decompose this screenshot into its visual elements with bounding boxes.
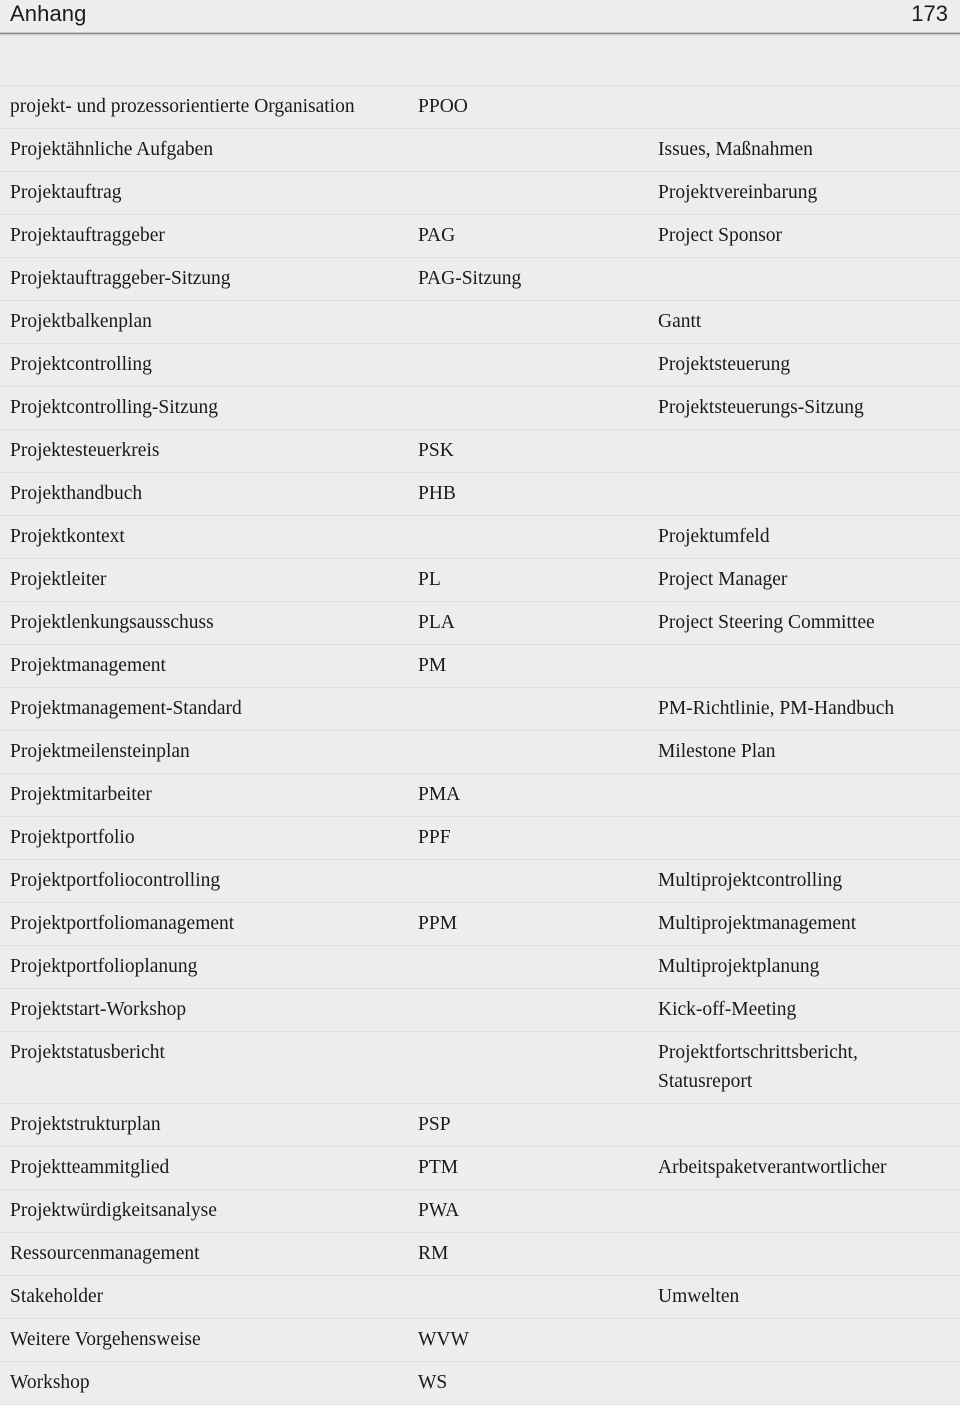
glossary-synonym: Projektumfeld <box>648 516 960 559</box>
glossary-abbreviation <box>408 731 648 774</box>
glossary-synonym <box>648 1362 960 1405</box>
glossary-term: Projektcontrolling <box>0 344 408 387</box>
glossary-synonym <box>648 36 960 86</box>
table-row <box>0 1104 960 1147</box>
glossary-term: Projektauftraggeber-Sitzung <box>0 258 408 301</box>
glossary-synonym: Project Manager <box>648 559 960 602</box>
glossary-synonym: Projektsteuerung <box>648 344 960 387</box>
table-row <box>0 387 960 430</box>
glossary-synonym: Arbeitspaketverantwortlicher <box>648 1147 960 1190</box>
glossary-synonym <box>648 645 960 688</box>
page-number: 173 <box>911 1 948 26</box>
table-row <box>0 430 960 473</box>
glossary-synonym: Issues, Maßnahmen <box>648 129 960 172</box>
glossary-synonym: Milestone Plan <box>648 731 960 774</box>
table-row <box>0 473 960 516</box>
glossary-abbreviation: PL <box>408 559 648 602</box>
glossary-synonym: Projektvereinbarung <box>648 172 960 215</box>
glossary-synonym <box>648 1233 960 1276</box>
table-row <box>0 301 960 344</box>
glossary-synonym <box>648 430 960 473</box>
table-row <box>0 215 960 258</box>
glossary-term: Projektportfoliocontrolling <box>0 860 408 903</box>
glossary-abbreviation: PPM <box>408 903 648 946</box>
glossary-term: Projektstart-Workshop <box>0 989 408 1032</box>
glossary-term: Projektmanagement <box>0 645 408 688</box>
running-header <box>0 0 960 32</box>
glossary-synonym <box>648 1104 960 1147</box>
table-row <box>0 903 960 946</box>
glossary-abbreviation <box>408 688 648 731</box>
table-row <box>0 86 960 129</box>
table-row <box>0 946 960 989</box>
glossary-synonym: PM-Richtlinie, PM-Handbuch <box>648 688 960 731</box>
glossary-abbreviation: PWA <box>408 1190 648 1233</box>
glossary-synonym <box>648 1190 960 1233</box>
glossary-abbreviation: PSP <box>408 1104 648 1147</box>
table-row <box>0 1233 960 1276</box>
glossary-term: Projektportfolio <box>0 817 408 860</box>
table-row <box>0 1362 960 1405</box>
glossary-synonym: Project Steering Committee <box>648 602 960 645</box>
glossary-abbreviation <box>408 516 648 559</box>
table-row <box>0 1319 960 1362</box>
glossary-term: Projektähnliche Aufgaben <box>0 129 408 172</box>
glossary-abbreviation <box>408 860 648 903</box>
glossary-term: Stakeholder <box>0 1276 408 1319</box>
glossary-abbreviation: PTM <box>408 1147 648 1190</box>
glossary-term: Projektteammitglied <box>0 1147 408 1190</box>
glossary-term: Projektstrukturplan <box>0 1104 408 1147</box>
table-row <box>0 516 960 559</box>
glossary-term: Ressourcenmanagement <box>0 1233 408 1276</box>
glossary-abbreviation: PAG-Sitzung <box>408 258 648 301</box>
glossary-term: Projektmitarbeiter <box>0 774 408 817</box>
glossary-abbreviation <box>408 989 648 1032</box>
glossary-synonym: Multiprojektmanagement <box>648 903 960 946</box>
glossary-term: Projektleiter <box>0 559 408 602</box>
table-row <box>0 1032 960 1104</box>
glossary-abbreviation <box>408 1032 648 1104</box>
glossary-term: Weitere Vorgehensweise <box>0 1319 408 1362</box>
glossary-abbreviation: RM <box>408 1233 648 1276</box>
table-row <box>0 774 960 817</box>
glossary-abbreviation: PM <box>408 645 648 688</box>
glossary-table <box>0 35 960 1405</box>
glossary-abbreviation <box>408 1276 648 1319</box>
table-row <box>0 344 960 387</box>
glossary-synonym: Project Sponsor <box>648 215 960 258</box>
table-row <box>0 1147 960 1190</box>
table-row <box>0 731 960 774</box>
glossary-abbreviation <box>408 387 648 430</box>
table-row <box>0 817 960 860</box>
glossary-term: Projekthandbuch <box>0 473 408 516</box>
glossary-term: Projektmeilensteinplan <box>0 731 408 774</box>
glossary-synonym: Multiprojektcontrolling <box>648 860 960 903</box>
glossary-term: Projektportfoliomanagement <box>0 903 408 946</box>
table-row <box>0 559 960 602</box>
glossary-abbreviation <box>408 946 648 989</box>
glossary-synonym <box>648 473 960 516</box>
glossary-term: Projektportfolioplanung <box>0 946 408 989</box>
glossary-term: Projektbalkenplan <box>0 301 408 344</box>
glossary-abbreviation <box>408 301 648 344</box>
glossary-term: Projektcontrolling-Sitzung <box>0 387 408 430</box>
glossary-abbreviation: WS <box>408 1362 648 1405</box>
glossary-abbreviation: PAG <box>408 215 648 258</box>
glossary-synonym: Multiprojektplanung <box>648 946 960 989</box>
glossary-abbreviation: PPF <box>408 817 648 860</box>
glossary-abbreviation <box>408 344 648 387</box>
table-row <box>0 1276 960 1319</box>
glossary-term: Projektesteuerkreis <box>0 430 408 473</box>
glossary-term: Projektstatusbericht <box>0 1032 408 1104</box>
glossary-synonym <box>648 817 960 860</box>
glossary-term: Projektmanagement-Standard <box>0 688 408 731</box>
table-row <box>0 36 960 86</box>
page-title: Anhang <box>10 1 87 26</box>
table-row <box>0 172 960 215</box>
glossary-synonym: Projektsteuerungs-Sitzung <box>648 387 960 430</box>
table-row <box>0 602 960 645</box>
table-row <box>0 258 960 301</box>
glossary-term: Projektkontext <box>0 516 408 559</box>
glossary-term: projekt- und prozessorientierte Organisation <box>0 86 408 129</box>
table-row <box>0 129 960 172</box>
glossary-synonym <box>648 258 960 301</box>
glossary-abbreviation: WVW <box>408 1319 648 1362</box>
table-row <box>0 688 960 731</box>
glossary-abbreviation: PMA <box>408 774 648 817</box>
glossary-synonym: Gantt <box>648 301 960 344</box>
glossary-abbreviation <box>408 129 648 172</box>
glossary-abbreviation: PSK <box>408 430 648 473</box>
glossary-abbreviation <box>408 172 648 215</box>
table-row <box>0 645 960 688</box>
glossary-term <box>0 36 408 86</box>
glossary-term: Projektlenkungsausschuss <box>0 602 408 645</box>
glossary-term: Projektauftraggeber <box>0 215 408 258</box>
glossary-term: Projektauftrag <box>0 172 408 215</box>
glossary-abbreviation: PPOO <box>408 86 648 129</box>
glossary-abbreviation: PLA <box>408 602 648 645</box>
glossary-term: Projektwürdigkeitsanalyse <box>0 1190 408 1233</box>
table-row <box>0 1190 960 1233</box>
glossary-term: Workshop <box>0 1362 408 1405</box>
glossary-synonym: Umwelten <box>648 1276 960 1319</box>
glossary-abbreviation: PHB <box>408 473 648 516</box>
glossary-abbreviation <box>408 36 648 86</box>
table-row <box>0 860 960 903</box>
glossary-synonym <box>648 86 960 129</box>
table-row <box>0 989 960 1032</box>
glossary-synonym: Projektfortschrittsbericht, Statusreport <box>648 1032 960 1104</box>
glossary-synonym: Kick-off-Meeting <box>648 989 960 1032</box>
glossary-synonym <box>648 1319 960 1362</box>
glossary-table-body <box>0 36 960 1405</box>
glossary-synonym <box>648 774 960 817</box>
